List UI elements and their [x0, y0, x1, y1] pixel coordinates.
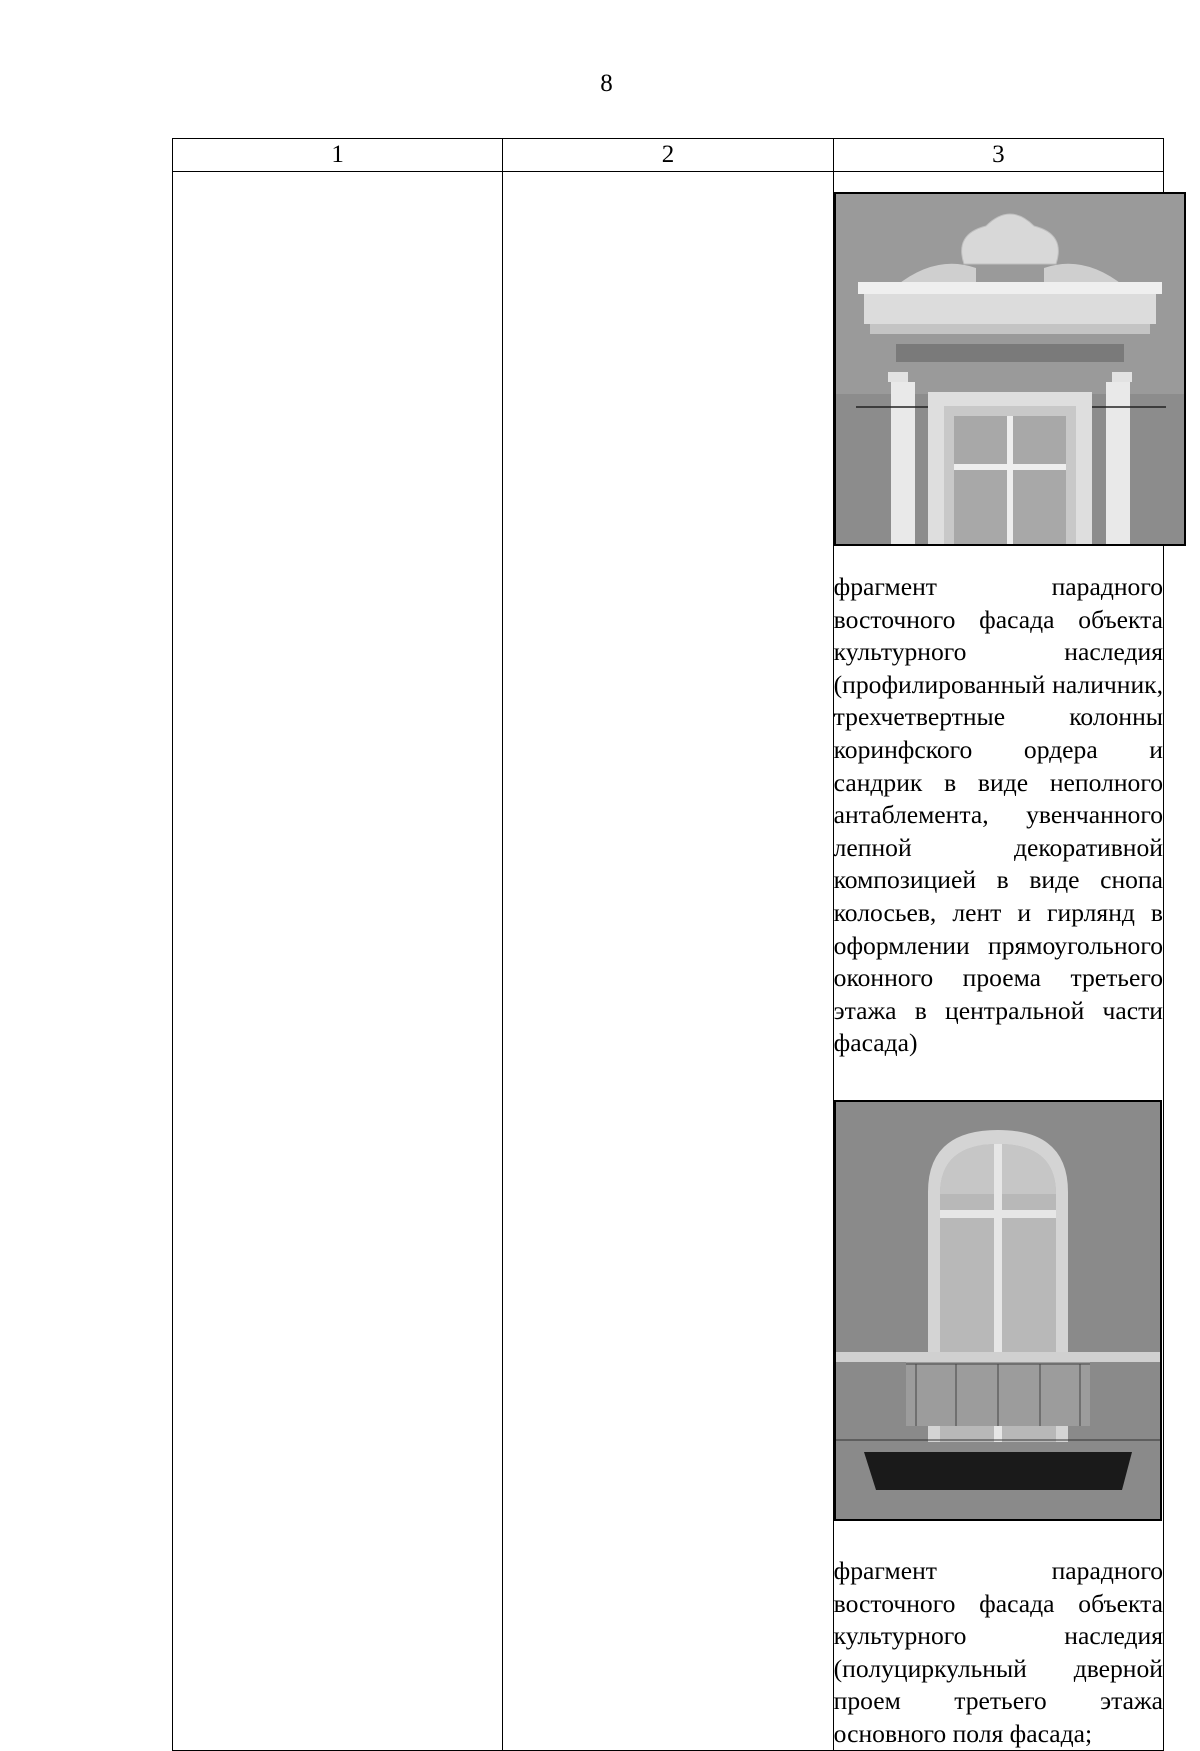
- table-row: [173, 172, 1164, 1751]
- door-photo-image: [834, 1100, 1162, 1521]
- table-header-row: [173, 139, 1164, 172]
- page-number: 8: [600, 70, 613, 97]
- cell-col-3: [833, 172, 1163, 1751]
- cell-col-1: [173, 172, 503, 1751]
- heritage-table: [172, 138, 1164, 1751]
- photo-caption-1: фрагмент парадного восточного фасада объекта культурного наследия (профилированный наличник, трехчетвертные колонны коринфского ордера и сандрик в виде неполного антаблемента, увенчанного лепной декоративной композицией в виде снопа колосьев, лент и гирлянд в оформлении прямоугольного оконного проема третьего этажа в центральной части фасада): [833, 572, 1163, 1058]
- header-col-1: 1: [173, 139, 503, 172]
- cell-col-2: [503, 172, 833, 1751]
- window-photo-image: [834, 192, 1186, 546]
- header-col-2: 2: [503, 139, 833, 172]
- header-col-3: 3: [833, 139, 1163, 172]
- photo-caption-2: фрагмент парадного восточного фасада объекта культурного наследия (полуциркульный дверной проем третьего этажа основного поля фасада;: [833, 1555, 1163, 1748]
